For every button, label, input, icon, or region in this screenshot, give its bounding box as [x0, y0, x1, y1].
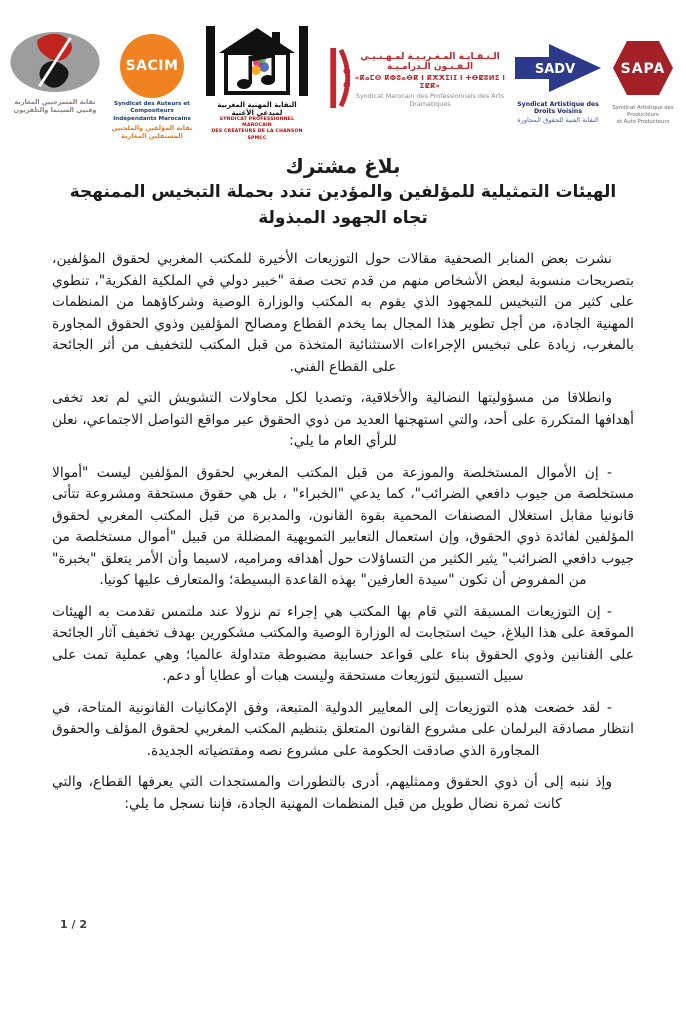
logo-theater-caption-line1: نقابة المسرحيين المغاربة — [14, 98, 96, 106]
paragraph-intro: نشرت بعض المنابر الصحفية مقالات حول التوزيعات الأخيرة للمكتب المغربي لحقوق المؤلفين، بتصريحات منسوبة لبعض الأشخاص منهم من قدم تحت صفة "خبير دولي في الملكية الفكرية"، تنطوي على كثير من التبخيس للمجهود الذي يقوم به المكتب والوزارة الوصية وشركاؤهما من المنظمات المهنية الجادة، من أجل تطوير هذا المجال بما يخدم القطاع ومصالح المؤلفين وذوي الحقوق المجاورة بالمغرب، زيادة على تبخيس الإجراءات الاستثنائية المتخذة من قبل المكتب للتخفيف من أثر الجائحة على القطاع الفني. — [52, 251, 634, 375]
paragraph-context: وانطلاقا من مسؤوليتها النضالية والأخلاقية، وتصديا لكل محاولات التشويش التي لم تعد تخفى أهدافها المتكررة على أحد، والتي استهجنها العديد من ذوي الحقوق عبر مواقع التواصل الاجتماعي، نعلن للرأي العام ما يلي: — [52, 390, 634, 450]
sacim-caption-fr-2: Indépendants Marocains — [113, 115, 191, 122]
title-line1: بلاغ مشترك — [285, 154, 401, 178]
title-line2: الهيئات التمثيلية للمؤلفين والمؤدين تندد بحملة التبخيس الممنهجة — [69, 182, 617, 202]
logo-spmcc — [206, 26, 308, 142]
theatrical-mask-icon — [328, 46, 352, 114]
sapa-caption-fr-1: Syndicat Artistique des Producteurs — [612, 105, 674, 119]
sacim-circle-icon — [120, 34, 184, 98]
sapa-acronym: SAPA — [620, 61, 666, 77]
logo-theater-syndicate — [6, 30, 104, 114]
spmcc-caption-fr-2: DES CRÉATEURS DE LA CHANSON — [211, 129, 303, 135]
arts-dram-caption-ar: الـنـقـابـة المـغـربـيـة لمـهـنـيـي الـفـنـون الـدرامـيـة — [360, 52, 500, 72]
bullet-international-standards: - لقد خضعت هذه التوزيعات إلى المعايير الدولية المتبعة، وفق الإمكانيات القانونية المتاحة، في انتظار مصادقة البرلمان على مشروع القانون المتعلق بتنظيم المكتب المغربي لحقوق المؤلف والحقوق المجاورة الذي صادقت الحكومة على مشروع نصه ومقتضياته الجديدة. — [52, 699, 634, 759]
logo-sadv — [508, 40, 608, 124]
sadv-caption-ar: النقابة الفنية للحقوق المجاورة — [517, 116, 599, 124]
logos-header — [0, 0, 686, 141]
sacim-caption-ar: نقابة المؤلفين والملحنين المستقلين المغاربة — [111, 123, 193, 140]
title-line3: تجاه الجهود المبذولة — [258, 207, 428, 228]
spmcc-house-music-icon — [206, 81, 308, 100]
sacim-caption-fr-1: Syndicat des Auteurs et Compositeurs — [114, 101, 190, 115]
arts-dram-caption-tifinagh: «ⴽⴰⵎⵙ ⴽⵀⵓⴰⴱⴽ ⵏ ⴽⵅⵅⵉⵏⵊ ⵏ ⵜⴱⵇⵓⵍⵉ ⵏ ⵉⵇⴽ» — [354, 74, 506, 90]
logo-arts-dramatiques — [328, 46, 508, 114]
arts-dram-caption-fr: Syndicat Marocain des Professionnels des Arts Dramatiques — [355, 92, 505, 108]
sadv-arrow-icon — [511, 62, 605, 100]
paragraph-closing: وإذ ننبه إلى أن ذوي الحقوق وممثليهم، أدرى بالتطورات والمستجدات التي يعرفها القطاع، والتي كانت ثمرة نضال طويل من قبل المنظمات المهنية الجادة، فإننا نسجل ما يلي: — [52, 774, 612, 812]
bullet-funds: - إن الأموال المستخلصة والموزعة من قبل المكتب المغربي لحقوق المؤلفين ليست "أموالا مستخلصة من جيوب دافعي الضرائب"، كما يدعي "الخبراء" ، بل هي حقوق مستحقة ومشروعة تتأتى قانونيا مقابل استغلال المصنفات المحمية بقوة القانون، والمدبرة من قبل المكتب المغربي لحقوق المؤلفين لفائدة ذوي الحقوق، وإن استعمال التعابير التمويهية المضللة من قبيل "أموال مستخلصة من جيوب دافعي الضرائب" يثير الكثير من التساؤلات حول أهدافه ومراميه، لاسيما وأن الأمر يتعلق "بخبرة" من المفروض أن تكون "سيدة العارفين" بهذه القاعدة البسيطة؛ والمتعارف عليها كونيا. — [52, 464, 634, 589]
spmcc-caption-fr-1: SYNDICAT PROFESSIONNEL MAROCAIN — [219, 117, 295, 129]
statement-body — [52, 249, 634, 815]
bullet-advance-distributions: - إن التوزيعات المسبقة التي قام بها المكتب هي إجراء تم نزولا عند ملتمس تقدمت به الهيئات الموقعة على هذا البلاغ، حيث استجابت له الوزارة الوصية والمكتب مشكورين بهدف تخفيف آثار الجائحة على الفنانين وذوي الحقوق بناء على قواعد حسابية مضبوطة متداولة عالميا؛ وهي عملية تمت على سبيل التسبيق لتوزيعات مستحقة وليست هبات أو عطايا أو دعم. — [52, 603, 634, 685]
sapa-hexagon-icon — [610, 61, 676, 102]
spmcc-caption-fr-3: SPMCC — [247, 135, 267, 141]
logo-sapa — [602, 38, 684, 126]
sapa-caption-fr-2: et Auto Producteurs — [616, 119, 670, 126]
theater-syndicate-icon — [7, 79, 103, 98]
spmcc-caption-ar: النقابة المهنية المغربية لمبدعي الأغنية — [217, 101, 297, 117]
logo-sacim — [106, 34, 198, 140]
sadv-acronym: SADV — [534, 62, 576, 77]
page-number: 1 / 2 — [60, 918, 87, 931]
sacim-acronym: SACIM — [125, 58, 179, 74]
document-title-block — [0, 152, 686, 231]
sadv-caption-fr: Syndicat Artistique des Droits Voisins — [517, 101, 599, 115]
logo-theater-caption-line2: وفنيي السينما والتلفزيون — [13, 106, 97, 115]
